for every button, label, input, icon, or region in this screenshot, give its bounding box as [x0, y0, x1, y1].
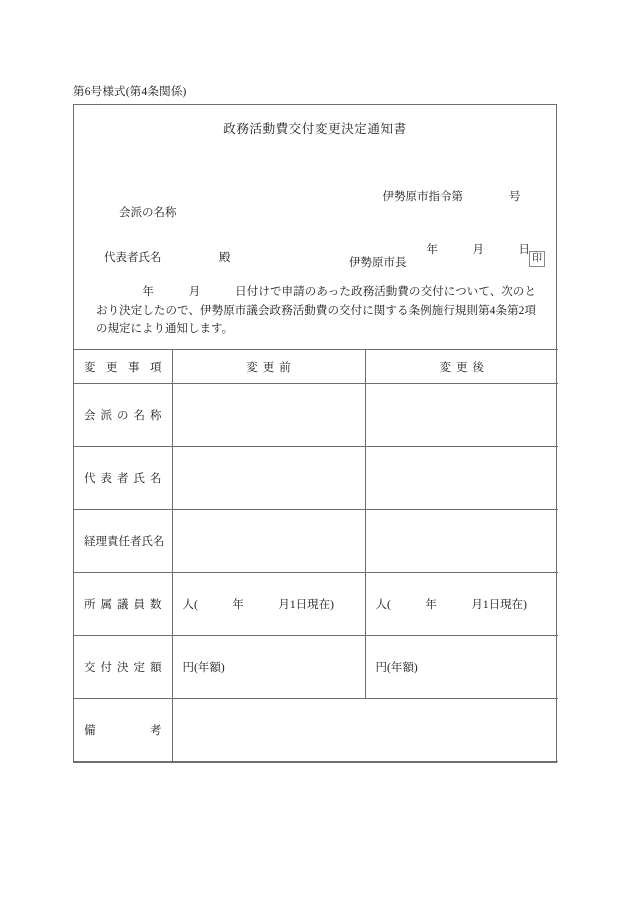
row-value-after: 円(年額)	[375, 662, 418, 674]
row-value-cell-after[interactable]	[365, 636, 558, 699]
row-label: 備考	[84, 725, 162, 737]
row-label: 代表者氏名	[84, 473, 162, 485]
table-row	[74, 573, 558, 636]
table-row	[74, 636, 558, 699]
document-title: 政務活動費交付変更決定通知書	[223, 122, 407, 136]
addressee-group-name-label: 会派の名称	[119, 206, 177, 219]
header-cell-before	[172, 350, 365, 384]
row-value-cell-before[interactable]	[172, 510, 365, 573]
row-value-cell-after[interactable]	[365, 573, 558, 636]
issue-number: 伊勢原市指令第 号	[382, 190, 521, 203]
row-label: 経理責任者氏名	[84, 536, 165, 548]
table-body	[74, 350, 558, 762]
row-value-before: 円(年額)	[182, 662, 225, 674]
row-value-cell-before[interactable]	[172, 636, 365, 699]
row-value-cell-after[interactable]	[365, 384, 558, 447]
row-label: 所属議員数	[84, 599, 162, 611]
row-value-after: 人( 年 月1日現在)	[375, 599, 527, 611]
header-label-before: 変更前	[246, 361, 296, 374]
row-value-before: 人( 年 月1日現在)	[182, 599, 334, 611]
header-cell-after	[365, 350, 558, 384]
addressee-representative-label: 代表者氏名 殿	[104, 251, 231, 264]
change-details-table	[74, 349, 558, 762]
header-label-after: 変更後	[439, 361, 489, 374]
row-value-cell-after[interactable]	[365, 447, 558, 510]
table-row	[74, 447, 558, 510]
body-paragraph: 年 月 日付けで申請のあった政務活動費の交付について、次のとおり決定したので、伊勢原市議会政務活動費の交付に関する条例施行規則第4条第2項の規定により通知します。	[96, 286, 536, 336]
header-label-item: 変更事項	[84, 361, 162, 374]
table-row	[74, 699, 558, 762]
row-label-cell	[74, 510, 172, 573]
row-label-cell	[74, 699, 172, 762]
issuer-name: 伊勢原市長	[349, 257, 407, 269]
row-value-cell-before[interactable]	[172, 447, 365, 510]
row-label-cell	[74, 447, 172, 510]
form-number: 第6号様式(第4条関係)	[73, 86, 187, 98]
seal-stamp-icon: 印	[529, 251, 545, 267]
row-label: 会派の名称	[84, 410, 162, 422]
row-label-cell	[74, 384, 172, 447]
issue-date: 年 月 日	[426, 244, 530, 257]
letter-header-section	[74, 105, 556, 349]
row-value-cell-before[interactable]	[172, 384, 365, 447]
table-header-row	[74, 350, 558, 384]
row-label: 交付決定額	[84, 662, 162, 674]
row-label-cell	[74, 573, 172, 636]
table-row	[74, 510, 558, 573]
document-frame	[73, 104, 557, 763]
header-cell-item	[74, 350, 172, 384]
row-label-cell	[74, 636, 172, 699]
row-value-cell-merged[interactable]	[172, 699, 558, 762]
row-value-cell-before[interactable]	[172, 573, 365, 636]
row-value-cell-after[interactable]	[365, 510, 558, 573]
table-row	[74, 384, 558, 447]
